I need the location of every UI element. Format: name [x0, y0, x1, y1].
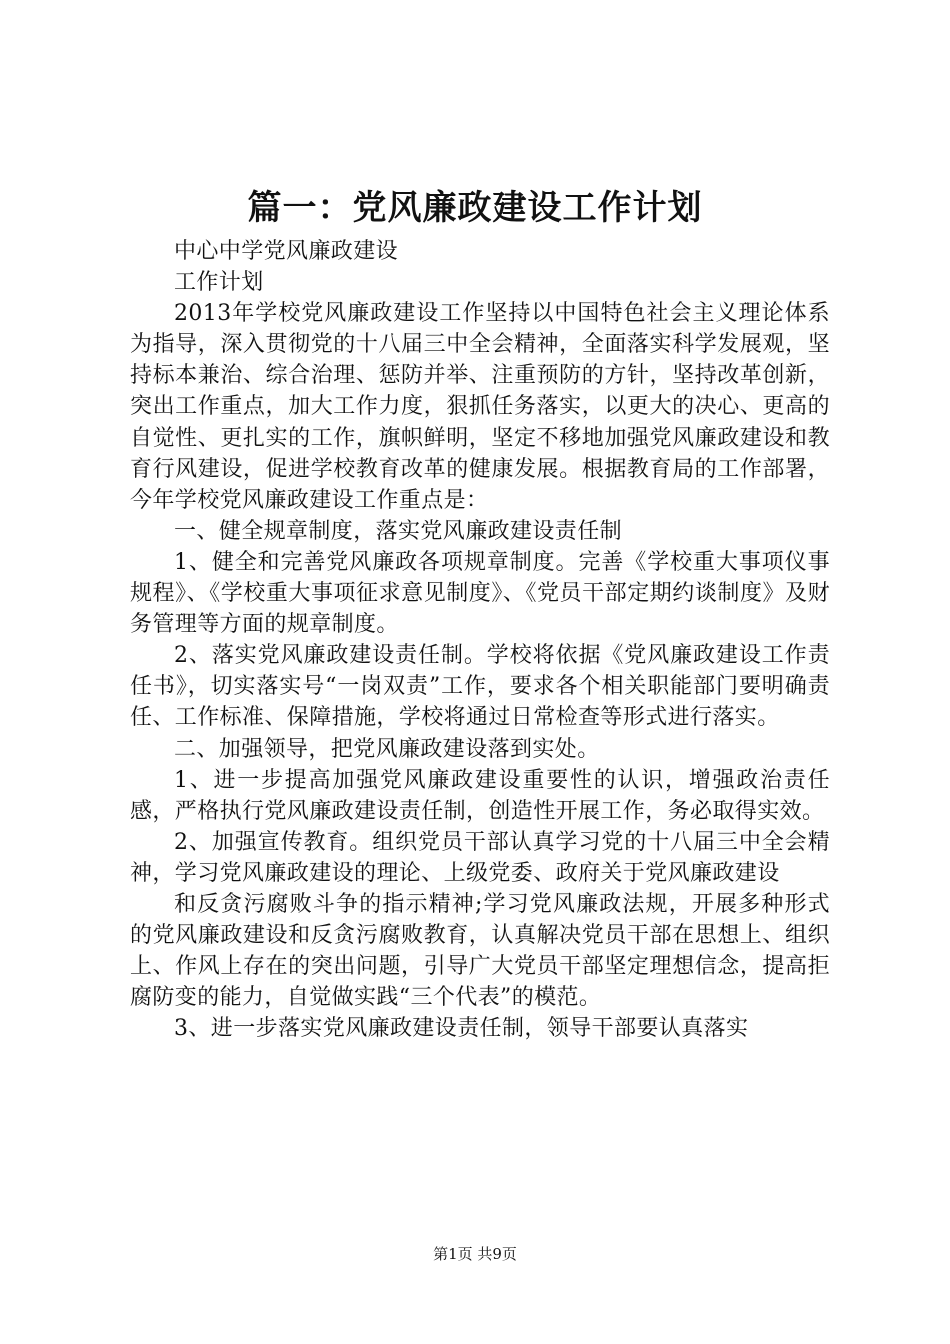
paragraph-item-1-1: 1、健全和完善党风廉政各项规章制度。完善《学校重大事项仪事规程》、《学校重大事项征求意见制度》、《党员干部定期约谈制度》及财务管理等方面的规章制度。: [130, 549, 830, 638]
paragraph-item-2-2: 2、加强宣传教育。组织党员干部认真学习党的十八届三中全会精神，学习党风廉政建设的理论、上级党委、政府关于党风廉政建设: [130, 829, 830, 886]
document-body: [130, 236, 830, 1044]
paragraph-item-1-2: 2、落实党风廉政建设责任制。学校将依据《党风廉政建设工作责任书》，切实落实号“一岗双责”工作，要求各个相关职能部门要明确责任、工作标准、保障措施，学校将通过日常检查等形式进行落实。: [130, 643, 830, 731]
paragraph-subtitle: 工作计划: [174, 270, 264, 296]
document-title: 篇一：党风廉政建设工作计划: [247, 188, 703, 228]
paragraph-school-name: 中心中学党风廉政建设: [174, 239, 399, 264]
section-heading-1: 一、健全规章制度，落实党风廉政建设责任制: [174, 518, 623, 544]
page-footer: 第1页 共9页: [433, 1245, 517, 1263]
paragraph-intro: 2013年学校党风廉政建设工作坚持以中国特色社会主义理论体系为指导，深入贯彻党的十八届三中全会精神，全面落实科学发展观，坚持标本兼治、综合治理、惩防并举、注重预防的方针，坚持改革创新，突出工作重点，加大工作力度，狠抓任务落实，以更大的决心、更高的自觉性、更扎实的工作，旗帜鲜明，坚定不移地加强党风廉政建设和教育行风建设，促进学校教育改革的健康发展。根据教育局的工作部署，今年学校党风廉政建设工作重点是：: [130, 301, 830, 513]
paragraph-item-2-2-cont: 和反贪污腐败斗争的指示精神;学习党风廉政法规，开展多种形式的党风廉政建设和反贪污腐败教育，认真解决党员干部在思想上、组织上、作风上存在的突出问题，引导广大党员干部坚定理想信念，提高拒腐防变的能力，自觉做实践“三个代表”的模范。: [130, 891, 830, 1011]
paragraph-item-2-1: 1、进一步提高加强党风廉政建设重要性的认识，增强政治责任感，严格执行党风廉政建设责任制，创造性开展工作，务必取得实效。: [130, 767, 830, 824]
paragraph-item-2-3: 3、进一步落实党风廉政建设责任制，领导干部要认真落实: [174, 1016, 749, 1042]
section-heading-2: 二、加强领导，把党风廉政建设落到实处。: [174, 736, 600, 762]
